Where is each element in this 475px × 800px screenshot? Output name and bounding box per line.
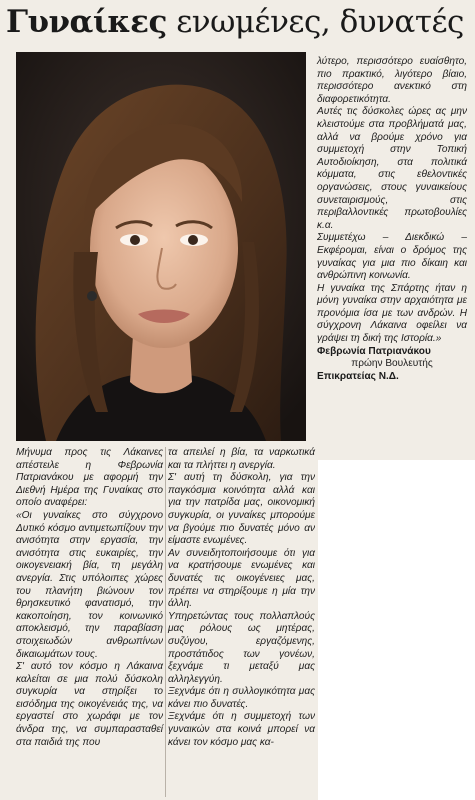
column-divider	[165, 447, 166, 797]
middle-paragraph-1: τα απειλεί η βία, τα ναρκωτικά και τα πλήττει η ανεργία.	[168, 447, 315, 471]
right-paragraph-3: Συμμετέχω – Διεκδικώ – Εκφέρομαι, είναι ο δρόμος της γυναίκας για μια πιο δίκαιη και ανθρώπινη κοινωνία.	[317, 232, 467, 282]
middle-paragraph-6: Ξεχνάμε ότι η συμμετοχή των γυναικών στα κοινά μπορεί να κάνει τον κόσμο μας κα-	[168, 711, 315, 748]
right-paragraph-1: λύτερο, περισσότερο ευαίσθητο, πιο πρακτικό, λιγότερο βίαιο, περισσότερο ανεκτικό στη διαφορετικότητα.	[317, 56, 467, 105]
portrait-photo	[16, 52, 306, 441]
middle-paragraph-4: Υπηρετώντας τους πολλαπλούς μας ρόλους ως μητέρας, συζύγου, εργαζόμενης, προστάτιδος των γονέων, ξεχνάμε τι μεταξύ μας αλληλεγγύη.	[168, 610, 315, 685]
portrait-illustration	[16, 52, 306, 441]
body-column-left	[16, 447, 163, 749]
middle-paragraph-3: Αν συνειδητοποιήσουμε ότι για να κρατήσουμε ενωμένες και δυνατές τις οικογένειες μας, πρέπει να στηρίξουμε η μία την άλλη.	[168, 547, 315, 610]
middle-paragraph-5: Ξεχνάμε ότι η συλλογικότητα μας κάνει πιο δυνατές.	[168, 686, 315, 710]
left-paragraph-3: Σ' αυτό τον κόσμο η Λάκαινα καλείται σε μια πολύ δύσκολη συγκυρία να στηρίξει το εισόδημα της οικογένειάς της, να εργαστεί στο χωράφι με τον άνδρα της, να συμπαρασταθεί στα παιδιά της που	[16, 661, 163, 748]
headline-bold: Γυναίκες	[6, 4, 167, 40]
right-paragraph-2: Αυτές τις δύσκολες ώρες ας μην κλειστούμε στα προβλήματά μας, αλλά να βρούμε χρόνο για συμμετοχή στην Τοπική Αυτοδιοίκηση, στα πολιτικά κόμματα, στις εθελοντικές οργανώσεις, στους γυναικείους συνεταιρισμούς, στις περιβαλλοντικές πρωτοβουλίες κ.α.	[317, 106, 467, 231]
body-column-middle	[168, 447, 315, 749]
headline-rest: ενωμένες, δυνατές	[166, 4, 464, 40]
left-paragraph-2: «Οι γυναίκες στο σύγχρονο Δυτικό κόσμο αντιμετωπίζουν την ανισότητα στην εργασία, την ανισότητα στις ευκαιρίες, την οικογενειακή βία, τη μεγάλη ανεργία. Στις υπόλοιπες χώρες του πλανήτη βιώνουν τον θρησκευτικό φανατισμό, την κακοποίηση, τον κοινωνικό αποκλεισμό, την παραβίαση στοιχειωδών ανθρωπίνων δικαιωμάτων τους.	[16, 509, 163, 660]
article-headline	[6, 2, 471, 48]
right-column-text	[317, 56, 467, 383]
right-paragraph-4: Η γυναίκα της Σπάρτης ήταν η μόνη γυναίκα στην αρχαιότητα με προνόμια ίσα με των ανδρών. Η σύγχρονη Λάκαινα οφείλει να γράψει τη δική της Ιστορία.»	[317, 282, 467, 345]
signature-name: Φεβρωνία Πατριανάκου	[317, 345, 431, 357]
signature-district: Επικρατείας Ν.Δ.	[317, 370, 399, 382]
middle-paragraph-2: Σ' αυτή τη δύσκολη, για την παγκόσμια κοινότητα αλλά και για την πατρίδα μας, οικονομική συγκυρία, οι γυναίκες μπορούμε να βγούμε πιο δυνατές μόνο αν είμαστε ενωμένες.	[168, 472, 315, 547]
signature-role: πρώην Βουλευτής	[351, 358, 433, 370]
left-paragraph-1: Μήνυμα προς τις Λάκαινες απέστειλε η Φεβρωνία Πατριανάκου με αφορμή την Διεθνή Ημέρα της Γυναίκας στο οποίο αναφέρει:	[16, 447, 163, 509]
